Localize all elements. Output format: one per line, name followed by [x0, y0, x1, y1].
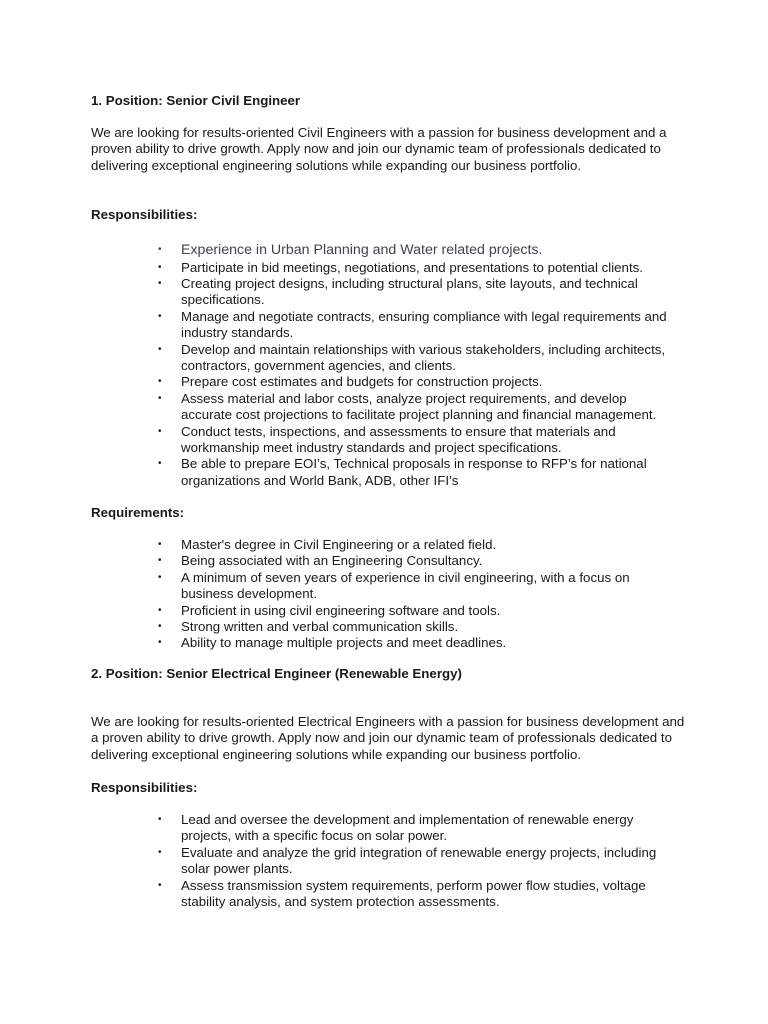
list-item: • Being associated with an Engineering Consultancy.	[158, 553, 483, 569]
position-1-responsibilities-heading: Responsibilities:	[91, 207, 198, 222]
bullet-icon: •	[158, 555, 162, 567]
bullet-icon: •	[158, 814, 162, 825]
position-2-title: 2. Position: Senior Electrical Engineer (Renewable Energy)	[91, 666, 462, 681]
position-1-title: 1. Position: Senior Civil Engineer	[91, 93, 301, 108]
bullet-icon: •	[158, 261, 162, 273]
list-item: • Be able to prepare EOI’s, Technical proposals in response to RFP’s for national organizations and World Bank, ADB, other IFI’s	[158, 456, 647, 488]
list-item: • Assess material and labor costs, analyze project requirements, and develop accurate cost projections to facilitate project planning and financial management.	[158, 390, 657, 423]
list-item: • Manage and negotiate contracts, ensuring compliance with legal requirements and industry standards.	[158, 308, 667, 341]
position-2-responsibilities-list	[0, 812, 768, 910]
bullet-icon: •	[158, 343, 162, 355]
list-item: • A minimum of seven years of experience in civil engineering, with a focus on business development.	[158, 569, 630, 602]
list-item: • Lead and oversee the development and implementation of renewable energy projects, with a specific focus on solar power.	[158, 812, 634, 844]
list-item: • Evaluate and analyze the grid integration of renewable energy projects, including solar power plants.	[158, 844, 657, 877]
bullet-icon: •	[158, 637, 162, 649]
position-1-requirements-list	[0, 537, 768, 652]
bullet-icon: •	[158, 425, 162, 437]
list-item: • Proficient in using civil engineering software and tools.	[158, 602, 501, 618]
position-2-intro: We are looking for results-oriented Electrical Engineers with a passion for business development and a proven ability to drive growth. Apply now and join our dynamic team of professionals dedicated to delivering exceptional engineering solutions while expanding our business portfolio.	[91, 714, 685, 762]
bullet-icon: •	[158, 310, 162, 322]
list-item: • Master's degree in Civil Engineering or a related field.	[158, 537, 497, 552]
list-item: • Creating project designs, including structural plans, site layouts, and technical specifications.	[158, 275, 638, 308]
bullet-icon: •	[158, 571, 162, 583]
bullet-icon: •	[158, 392, 162, 404]
bullet-icon: •	[158, 244, 162, 255]
bullet-icon: •	[158, 604, 162, 616]
bullet-icon: •	[158, 846, 162, 858]
list-item: • Prepare cost estimates and budgets for construction projects.	[158, 374, 543, 390]
bullet-icon: •	[158, 458, 162, 470]
list-item: • Participate in bid meetings, negotiations, and presentations to potential clients.	[158, 259, 643, 275]
position-2-responsibilities-heading: Responsibilities:	[91, 780, 198, 795]
list-item: • Experience in Urban Planning and Water related projects.	[158, 242, 543, 258]
bullet-icon: •	[158, 621, 162, 633]
bullet-icon: •	[158, 376, 162, 388]
list-item: • Conduct tests, inspections, and assessments to ensure that materials and workmanship meet industry standards and project specifications.	[158, 423, 616, 455]
list-item: • Assess transmission system requirements, perform power flow studies, voltage stability analysis, and system protection assessments.	[158, 877, 646, 910]
position-1-requirements-heading: Requirements:	[91, 505, 185, 520]
list-item: • Develop and maintain relationships with various stakeholders, including architects, contractors, government agencies, and clients.	[158, 341, 666, 373]
bullet-icon: •	[158, 277, 162, 289]
position-1-responsibilities-list	[0, 242, 768, 489]
list-item: • Strong written and verbal communication skills.	[158, 619, 459, 635]
position-1-intro: We are looking for results-oriented Civil Engineers with a passion for business development and a proven ability to drive growth. Apply now and join our dynamic team of professionals dedicated to delivering exceptional engineering solutions while expanding our business portfolio.	[91, 125, 667, 173]
list-item: • Ability to manage multiple projects and meet deadlines.	[158, 635, 507, 651]
bullet-icon: •	[158, 879, 162, 891]
bullet-icon: •	[158, 539, 162, 550]
